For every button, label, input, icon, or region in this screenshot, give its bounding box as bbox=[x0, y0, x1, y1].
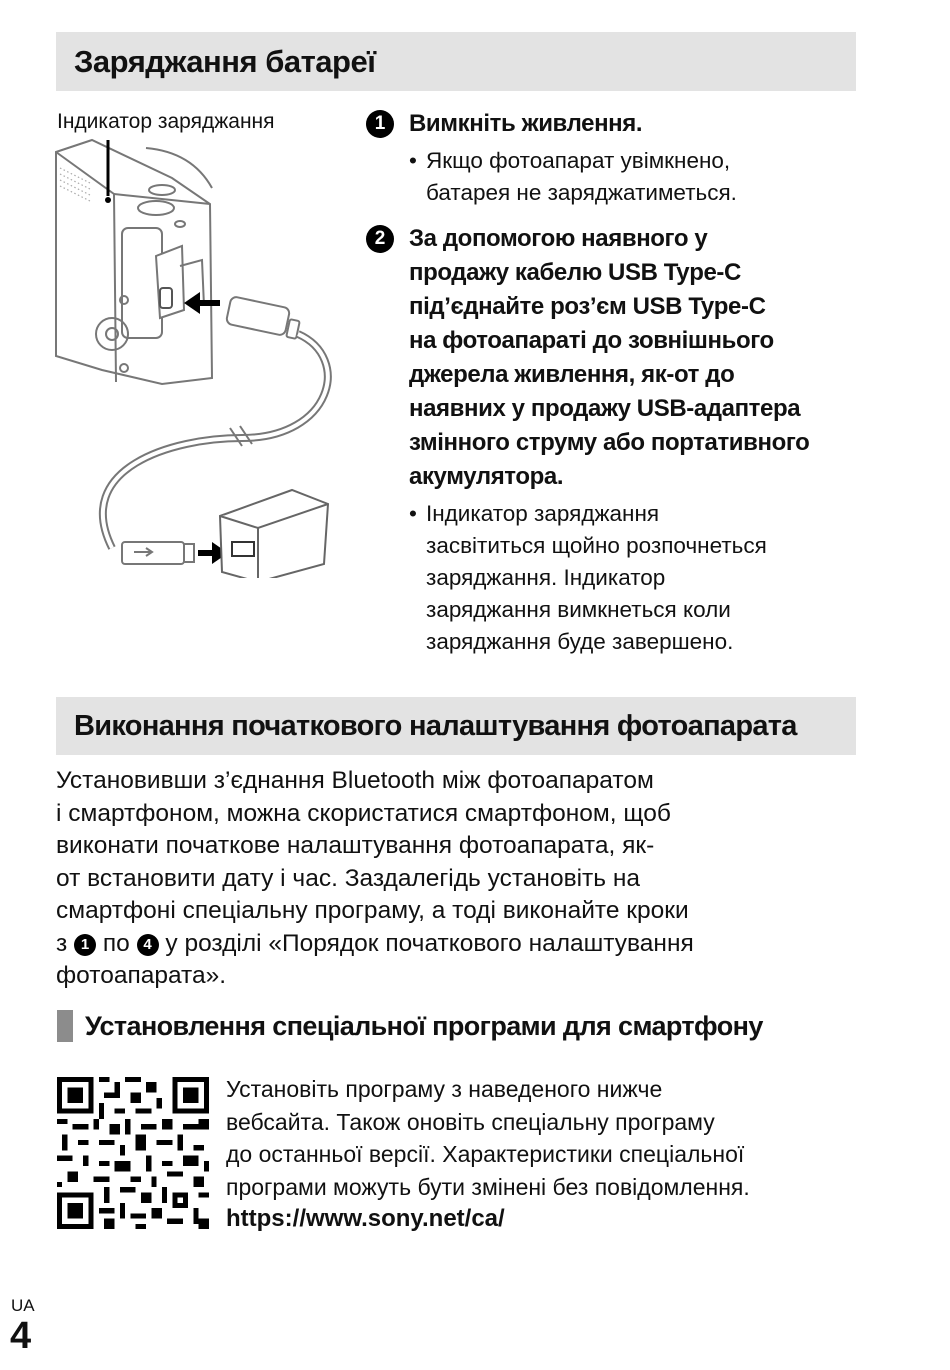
indicator-label: Індикатор заряджання bbox=[57, 110, 275, 133]
step-number-badge: 2 bbox=[366, 225, 394, 253]
subheading-app-install: Установлення спеціальної програми для смартфону bbox=[85, 1011, 763, 1041]
section-heading-initial-setup: Виконання початкового налаштування фотоапарата bbox=[56, 697, 856, 755]
app-install-paragraph: Установіть програму з наведеного нижче вебсайта. Також оновіть спеціальну програму до останньої версії. Характеристики спеціальної програми можуть бути змінені без повідомлення. https://www.sony.net/ca/ bbox=[226, 1073, 866, 1236]
step-title: За допомогою наявного у продажу кабелю USB Type-C під’єднайте роз’єм USB Type-C на фотоапараті до зовнішнього джерела живлення, як-от до наявних у продажу USB-адаптера змінного струму або портативного акумулятора. bbox=[409, 225, 810, 490]
step-number-badge: 4 bbox=[137, 934, 159, 956]
subheading-marker bbox=[57, 1010, 73, 1042]
qr-code-icon[interactable] bbox=[57, 1077, 209, 1229]
step-number-badge: 1 bbox=[74, 934, 96, 956]
intro-paragraph: Установивши з’єднання Bluetooth між фотоапаратом і смартфоном, можна скористатися смартфоном, щоб виконати початкове налаштування фотоапарата, як- от встановити дату і час. Заздалегідь установіть на смартфоні спеціальну програму, а тоді виконайте кроки з 1 по 4 у розділі «Порядок початкового налаштування фотоапарата». bbox=[56, 767, 694, 989]
support-url-link[interactable]: https://www.sony.net/ca/ bbox=[226, 1205, 505, 1232]
step-number-badge: 1 bbox=[366, 110, 394, 138]
camera-charging-illustration bbox=[52, 138, 352, 578]
section-heading-charging: Заряджання батареї bbox=[56, 32, 856, 91]
page-number: 4 bbox=[10, 1315, 32, 1357]
step-title: Вимкніть живлення. bbox=[409, 110, 643, 137]
language-code: UA bbox=[11, 1296, 35, 1315]
